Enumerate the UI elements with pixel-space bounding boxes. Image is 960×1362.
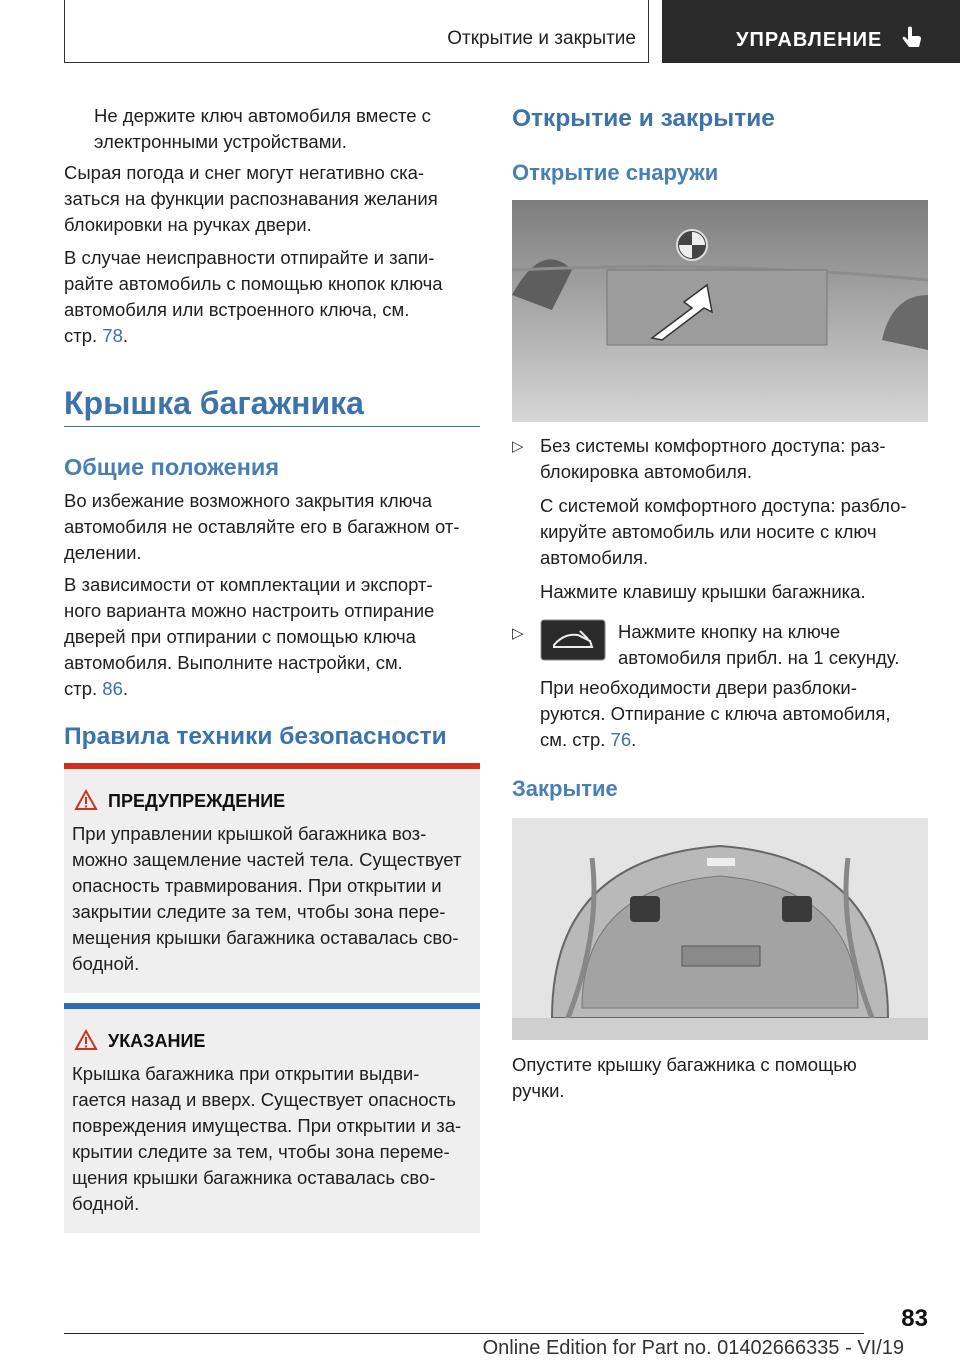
hand-pointer-icon xyxy=(900,26,924,52)
text-line: Нажмите клавишу крышки багажника. xyxy=(540,581,866,602)
heading-safety: Правила техники безопасности xyxy=(64,723,447,750)
header-section-tab xyxy=(64,0,649,63)
warning-bar xyxy=(64,763,480,769)
heading-open-close: Открытие и закрытие xyxy=(512,105,775,132)
text-line: бодной. xyxy=(72,1193,140,1214)
header-section-title: Открытие и закрытие xyxy=(447,28,636,49)
intro-line: электронными устройствами. xyxy=(94,131,347,152)
text-line: закрытии следите за тем, чтобы зона пере- xyxy=(72,901,446,922)
text-line: автомобиля или встроенного ключа, см. xyxy=(64,299,410,320)
warning-title: ПРЕДУПРЕЖДЕНИЕ xyxy=(108,791,286,811)
ref-prefix: стр. xyxy=(64,678,98,699)
text-line: ного варианта можно настроить отпирание xyxy=(64,600,435,621)
text-line: можно защемление частей тела. Существует xyxy=(72,849,462,870)
text-line: блокировки на ручках двери. xyxy=(64,214,312,235)
notice-triangle-icon xyxy=(74,1029,98,1051)
trunk-key-button-icon xyxy=(540,619,606,661)
ref-prefix: стр. xyxy=(64,325,98,346)
notice-title: УКАЗАНИЕ xyxy=(108,1031,206,1051)
notice-box xyxy=(64,1003,480,1233)
text-line: Опустите крышку багажника с помощью xyxy=(512,1054,857,1075)
text-line: В зависимости от комплектации и экспорт- xyxy=(64,574,433,595)
step-key-note xyxy=(540,675,891,753)
page-link-86[interactable]: 86 xyxy=(102,678,123,699)
heading-general: Общие положения xyxy=(64,454,280,480)
ref-prefix: см. стр. xyxy=(540,729,606,750)
text-line: Во избежание возможного закрытия ключа xyxy=(64,490,433,511)
text-line: кируйте автомобиль или носите с ключ xyxy=(540,521,877,542)
text-line: Нажмите кнопку на ключе xyxy=(618,621,841,642)
page-link-76[interactable]: 76 xyxy=(610,729,632,750)
page-reference-line: стр. 78. xyxy=(64,325,129,346)
text-line: руются. Отпирание с ключа автомобиля, xyxy=(540,703,891,724)
text-line: повреждения имущества. При открытии и за- xyxy=(72,1115,462,1136)
paragraph-key-in-trunk xyxy=(64,488,460,566)
paragraph-weather xyxy=(64,160,438,238)
text-line: блокировка автомобиля. xyxy=(540,461,752,482)
warning-triangle-icon xyxy=(74,789,98,811)
notice-bar xyxy=(64,1003,480,1009)
step-arrow-icon: ▷ xyxy=(512,438,524,455)
text-line: При необходимости двери разблоки- xyxy=(540,677,857,698)
heading-open-outside: Открытие снаружи xyxy=(512,160,719,185)
text-line: щения крышки багажника оставалась сво- xyxy=(72,1167,436,1188)
notice-text xyxy=(72,1061,461,1217)
page-reference-line: стр. 86. xyxy=(64,678,129,699)
text-line: автомобиля. xyxy=(540,547,649,568)
text-line: Крышка багажника при открытии выдви- xyxy=(72,1063,420,1084)
text-line: гается назад и вверх. Существует опасность xyxy=(72,1089,456,1110)
text-line: автомобиля. Выполните настройки, см. xyxy=(64,652,403,673)
page-reference-line: см. стр. 76. xyxy=(540,729,637,750)
intro-note xyxy=(94,103,431,155)
text-line: дверей при отпирании с помощью ключа xyxy=(64,626,416,647)
paragraph-settings xyxy=(64,572,434,702)
warning-box xyxy=(64,763,480,993)
footer-edition: Online Edition for Part no. 01402666335 - VI/19 xyxy=(482,1337,904,1359)
heading-underline xyxy=(64,426,480,427)
intro-line: Не держите ключ автомобиля вместе с xyxy=(94,105,431,126)
text-line: райте автомобиль с помощью кнопок ключа xyxy=(64,273,443,294)
trunk-exterior-illustration xyxy=(512,200,928,422)
page-number: 83 xyxy=(901,1305,928,1332)
trunk-interior-illustration xyxy=(512,818,928,1040)
text-line: автомобиля прибл. на 1 секунду. xyxy=(618,647,900,668)
text-line: автомобиля не оставляйте его в багажном от- xyxy=(64,516,460,537)
heading-trunk-lid: Крышка багажника xyxy=(64,385,364,421)
page-link-78[interactable]: 78 xyxy=(102,325,123,346)
step-unlock xyxy=(540,433,907,605)
text-line: Без системы комфортного доступа: раз- xyxy=(540,435,886,456)
heading-closing: Закрытие xyxy=(512,776,618,801)
text-line: крытии следите за тем, чтобы зона переме- xyxy=(72,1141,450,1162)
text-line: ручки. xyxy=(512,1080,565,1101)
footer-divider xyxy=(64,1333,864,1334)
step-key-button xyxy=(618,619,899,671)
text-line: делении. xyxy=(64,542,142,563)
text-line: При управлении крышкой багажника воз- xyxy=(72,823,427,844)
text-line: бодной. xyxy=(72,953,140,974)
header-chapter-title: УПРАВЛЕНИЕ xyxy=(736,29,883,51)
text-line: заться на функции распознавания желания xyxy=(64,188,438,209)
warning-text xyxy=(72,821,461,977)
closing-text xyxy=(512,1052,857,1104)
header-chapter-tab xyxy=(662,0,960,63)
text-line: С системой комфортного доступа: разбло- xyxy=(540,495,907,516)
step-arrow-icon: ▷ xyxy=(512,625,524,642)
text-line: опасность травмирования. При открытии и xyxy=(72,875,442,896)
text-line: В случае неисправности отпирайте и запи- xyxy=(64,247,435,268)
text-line: Сырая погода и снег могут негативно ска- xyxy=(64,162,425,183)
paragraph-malfunction xyxy=(64,245,443,349)
text-line: мещения крышки багажника оставалась сво- xyxy=(72,927,459,948)
